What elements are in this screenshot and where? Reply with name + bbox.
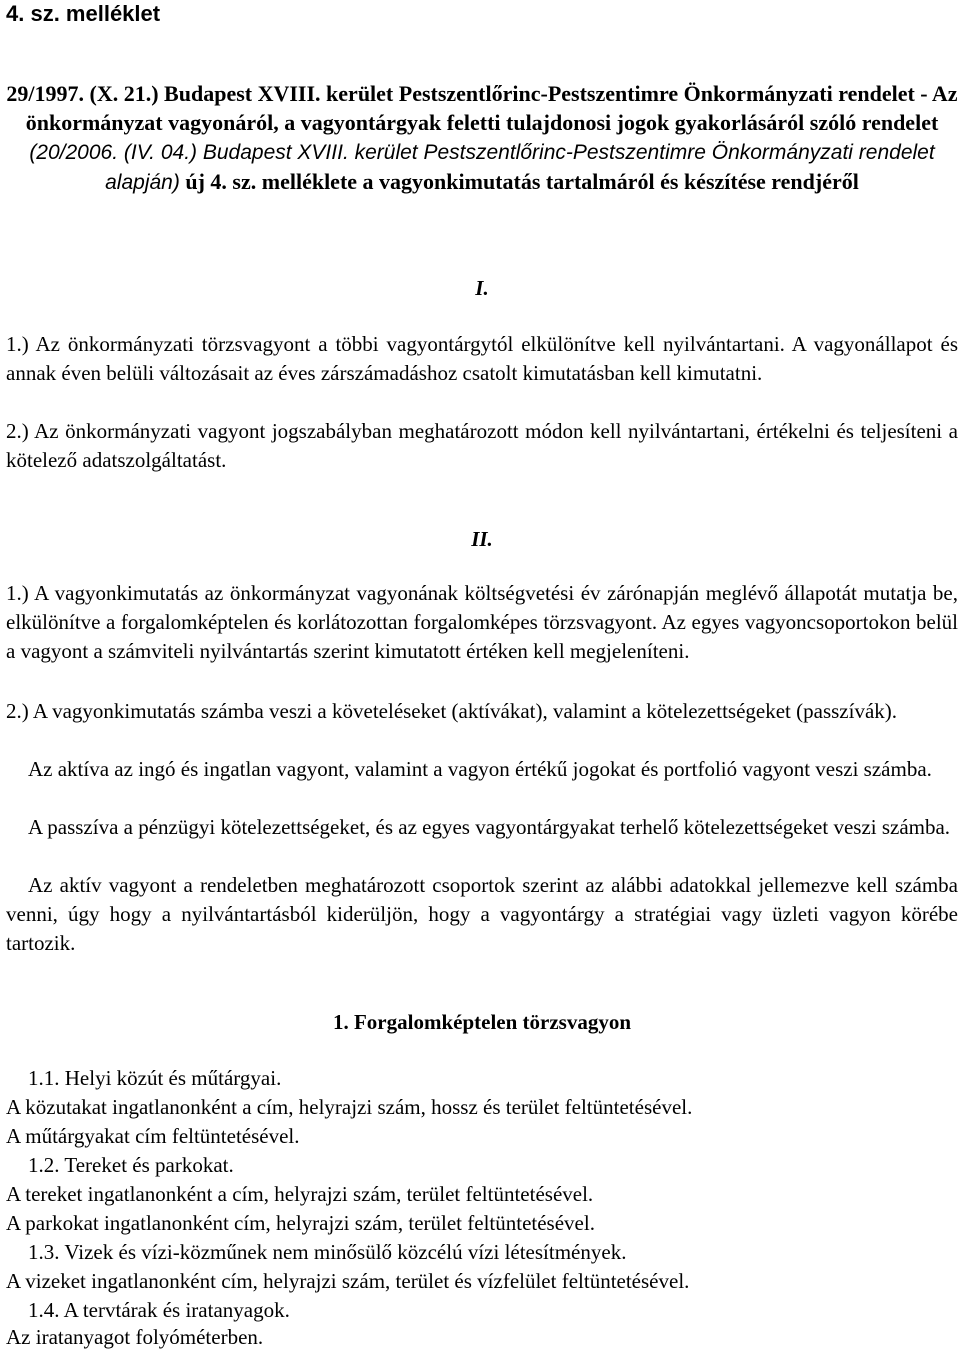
section2-paragraph-2: 2.) A vagyonkimutatás számba veszi a követeléseket (aktívákat), valamint a kötelezettségeket (passzívák).	[6, 699, 898, 723]
group1-line-5: A tereket ingatlanonként a cím, helyrajzi szám, terület feltüntetésével.	[6, 1182, 594, 1206]
section1-paragraph-2: 2.) Az önkormányzati vagyont jogszabályban meghatározott módon kell nyilvántartani, értékelni és teljesíteni a kötelező adatszolgáltatást.	[6, 419, 958, 472]
section2-paragraph-4: A passzíva a pénzügyi kötelezettségeket, és az egyes vagyontárgyakat terhelő kötelezettségeket veszi számba.	[28, 815, 951, 839]
group1-line-10: Az iratanyagot folyóméterben.	[6, 1325, 264, 1349]
title-italic-reference: (20/2006. (IV. 04.) Budapest XVIII. kerület Pestszentlőrinc-Pestszentimre Önkormányzati rendelet alapján)	[29, 141, 935, 194]
section-numeral-1: I.	[475, 276, 489, 300]
section2-paragraph-3: Az aktíva az ingó és ingatlan vagyont, valamint a vagyon értékű jogokat és portfolió vagyont veszi számba.	[28, 757, 932, 781]
section2-paragraph-1: 1.) A vagyonkimutatás az önkormányzat vagyonának költségvetési év zárónapján meglévő állapotát mutatja be, elkülönítve a forgalomképtelen és korlátozottan forgalomképes törzsvagyont. Az egyes vagyoncsoportokon belül a vagyont a számviteli nyilvántartás szerint kimutatott értéken kell megjeleníteni.	[6, 581, 958, 663]
group1-line-7: 1.3. Vizek és vízi-közműnek nem minősülő közcélú vízi létesítmények.	[28, 1240, 627, 1264]
section1-paragraph-1: 1.) Az önkormányzati törzsvagyont a többi vagyontárgytól elkülönítve kell nyilvántartani. A vagyonállapot és annak éven belüli változásait az éves zárszámadáshoz csatolt kimutatásban kell kimutatni.	[6, 332, 958, 385]
group1-line-1: 1.1. Helyi közút és műtárgyai.	[28, 1066, 282, 1090]
group1-line-2: A közutakat ingatlanonként a cím, helyrajzi szám, hossz és terület feltüntetésével.	[6, 1095, 693, 1119]
group1-line-8: A vizeket ingatlanonként cím, helyrajzi szám, terület és vízfelület feltüntetésével.	[6, 1269, 690, 1293]
title-part1: 29/1997. (X. 21.) Budapest XVIII. kerület Pestszentlőrinc-Pestszentimre Önkormányzati rendelet - Az önkormányzat vagyonáról, a vagyontárgyak feletti tulajdonosi jogok gyakorlásáról szóló rendelet	[6, 81, 958, 135]
section2-paragraph-5: Az aktív vagyont a rendeletben meghatározott csoportok szerint az alábbi adatokkal jellemezve kell számba venni, úgy hogy a nyilvántartásból kiderüljön, hogy a vagyontárgy a stratégiai vagy üzleti vagyon körébe tartozik.	[6, 873, 958, 955]
group1-heading: 1. Forgalomképtelen törzsvagyon	[332, 1010, 632, 1034]
section-numeral-2: II.	[471, 527, 493, 551]
group1-line-9: 1.4. A tervtárak és iratanyagok.	[28, 1298, 290, 1322]
group1-line-3: A műtárgyakat cím feltüntetésével.	[6, 1124, 300, 1148]
group1-line-6: A parkokat ingatlanonként cím, helyrajzi szám, terület feltüntetésével.	[6, 1211, 595, 1235]
title-part2: új 4. sz. melléklete a vagyonkimutatás tartalmáról és készítése rendjéről	[179, 169, 859, 194]
group1-line-4: 1.2. Tereket és parkokat.	[28, 1153, 234, 1177]
document-title	[6, 79, 958, 197]
annex-label: 4. sz. melléklet	[6, 1, 161, 26]
